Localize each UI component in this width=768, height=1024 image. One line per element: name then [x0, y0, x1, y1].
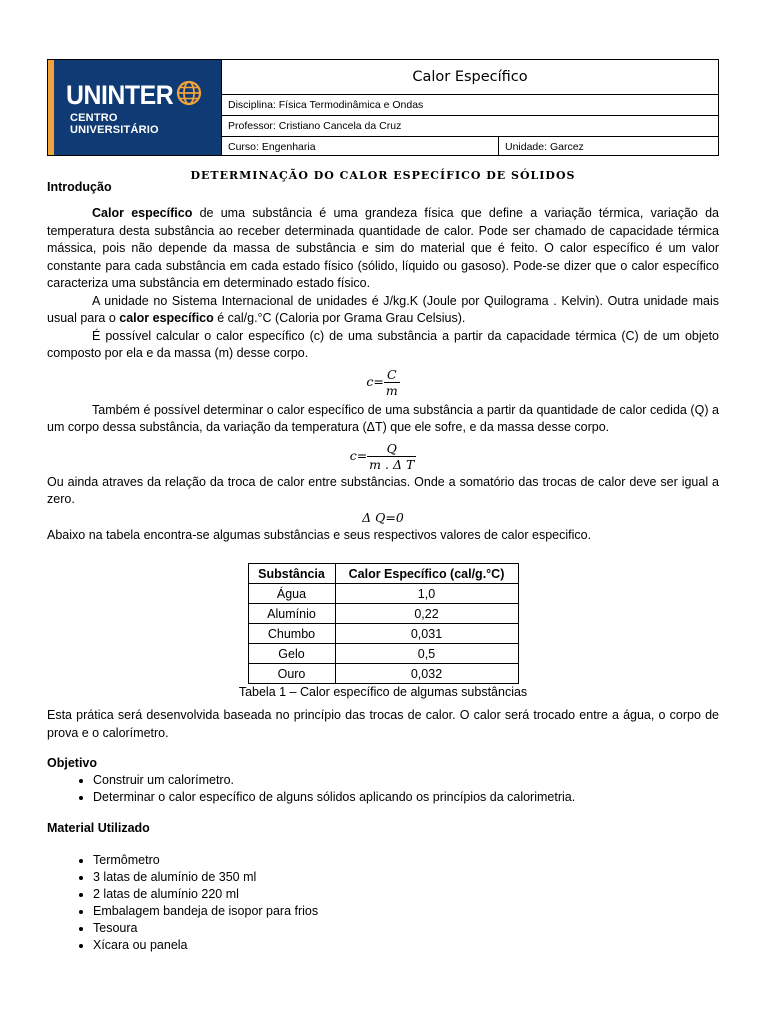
table-cell-value: 0,5: [335, 644, 518, 664]
globe-icon: [176, 80, 202, 106]
practice-paragraph: Esta prática será desenvolvida baseada no princípio das trocas de calor. O calor será trocado entre a água, o corpo de prova e o calorímetro.: [47, 708, 719, 740]
intro-p1-text: de uma substância é uma grandeza física que define a variação térmica, variação da temperatura desta substância ao receber determinada quantidade de calor. Pode ser chamado de capacidade térmica mássica, pois não depende da massa de substância e sim do material que é feito. O calor específico é um valor constante para cada substância em cada estado físico (sólido, líquido ou gasoso). Pode-se dizer que o calor específico caracteriza uma substância em determinado estado físico.: [47, 206, 719, 290]
table-cell-substance: Água: [248, 584, 335, 604]
intro-p2-text-a: A unidade no Sistema Internacional de unidades é J/kg.K (Joule por Quilograma . Kelvin). Outra unidade mais usual para o: [47, 293, 719, 325]
objectives-list: [47, 772, 719, 806]
formula-2-lhs: c=: [349, 447, 368, 463]
table-cell-substance: Ouro: [248, 664, 335, 684]
intro-p2-text-b: é cal/g.°C (Caloria por Grama Grau Celsius).: [213, 311, 466, 325]
header-info-table: [221, 59, 719, 156]
formula-1-numerator: C: [384, 367, 400, 383]
formula-2-denominator: m . Δ T: [369, 456, 415, 472]
table-row: [248, 664, 518, 684]
header-title: Calor Específico: [412, 69, 528, 85]
objective-heading: Objetivo: [47, 756, 98, 770]
logo-brand-text: UNINTER: [66, 80, 174, 110]
header-unidade: Unidade: Garcez: [505, 141, 584, 153]
list-item: • Determinar o calor específico de alguns sólidos aplicando os princípios da calorimetria.: [93, 789, 719, 806]
document-header: [47, 59, 719, 156]
formula-c-heat: [47, 441, 719, 472]
table-caption: Tabela 1 – Calor específico de algumas substâncias: [238, 685, 528, 699]
list-item: • 2 latas de alumínio 220 ml: [93, 886, 719, 903]
formula-heat-sum: Δ Q=0: [362, 509, 404, 525]
formula-1-denominator: m: [385, 382, 398, 398]
document-page: [47, 59, 719, 954]
intro-paragraph-5: Ou ainda atraves da relação da troca de calor entre substâncias. Onde a somatório das trocas de calor deve ser igual a zero.: [47, 474, 719, 506]
materials-heading: Material Utilizado: [47, 821, 150, 835]
table-cell-value: 0,22: [335, 604, 518, 624]
list-item: • Embalagem bandeja de isopor para frios: [93, 903, 719, 920]
formula-1-lhs: c=: [366, 373, 384, 389]
header-professor: Professor: Cristiano Cancela da Cruz: [222, 115, 718, 136]
formula-2-numerator: Q: [367, 441, 416, 457]
table-header-specific-heat: Calor Específico (cal/g.°C): [335, 564, 518, 584]
list-item: • Construir um calorímetro.: [93, 772, 719, 789]
logo-line-2: UNIVERSITÁRIO: [70, 124, 159, 136]
intro-paragraph-3: É possível calcular o calor específico (c) de uma substância a partir da capacidade térmica (C) de um objeto composto por ela e da massa (m) desse corpo.: [47, 328, 719, 360]
header-curso-unidade-row: [222, 136, 718, 156]
table-cell-substance: Gelo: [248, 644, 335, 664]
intro-heading: Introdução: [47, 180, 112, 194]
uninter-logo: [47, 59, 221, 156]
header-disciplina: Disciplina: Física Termodinâmica e Ondas: [222, 94, 718, 115]
formula-c-capacity: [47, 367, 719, 398]
list-item: • Tesoura: [93, 920, 719, 937]
table-row: [248, 584, 518, 604]
list-item: • Termômetro: [93, 852, 719, 869]
formula-2-fraction: [367, 441, 416, 472]
table-header-row: [248, 564, 518, 584]
table-row: [248, 644, 518, 664]
intro-p1-bold: Calor específico: [92, 206, 193, 220]
header-curso: Curso: Engenharia: [222, 137, 499, 156]
table-cell-value: 0,032: [335, 664, 518, 684]
document-title: DETERMINAÇÃO DO CALOR ESPECÍFICO DE SÓLIDOS: [190, 169, 576, 182]
table-cell-substance: Alumínio: [248, 604, 335, 624]
intro-paragraph-1: [47, 205, 719, 293]
specific-heat-table: [248, 563, 519, 684]
table-cell-substance: Chumbo: [248, 624, 335, 644]
intro-paragraph-2: [47, 293, 719, 328]
list-item: • Xícara ou panela: [93, 937, 719, 954]
table-row: [248, 604, 518, 624]
table-cell-value: 0,031: [335, 624, 518, 644]
materials-list: [47, 852, 719, 954]
table-cell-value: 1,0: [335, 584, 518, 604]
formula-1-fraction: [384, 367, 400, 398]
logo-accent-strip: [48, 60, 54, 155]
list-item: • 3 latas de alumínio de 350 ml: [93, 869, 719, 886]
intro-paragraph-6: Abaixo na tabela encontra-se algumas substâncias e seus respectivos valores de calor especifico.: [47, 527, 592, 542]
logo-line-1: CENTRO: [70, 112, 118, 124]
table-row: [248, 624, 518, 644]
intro-p2-bold: calor específico: [119, 311, 214, 325]
intro-paragraph-4: Também é possível determinar o calor específico de uma substância a partir da quantidade de calor cedida (Q) a um corpo dessa substância, da variação da temperatura (ΔT) que ele sofre, e da massa desse corpo.: [47, 402, 719, 434]
table-header-substance: Substância: [248, 564, 335, 584]
